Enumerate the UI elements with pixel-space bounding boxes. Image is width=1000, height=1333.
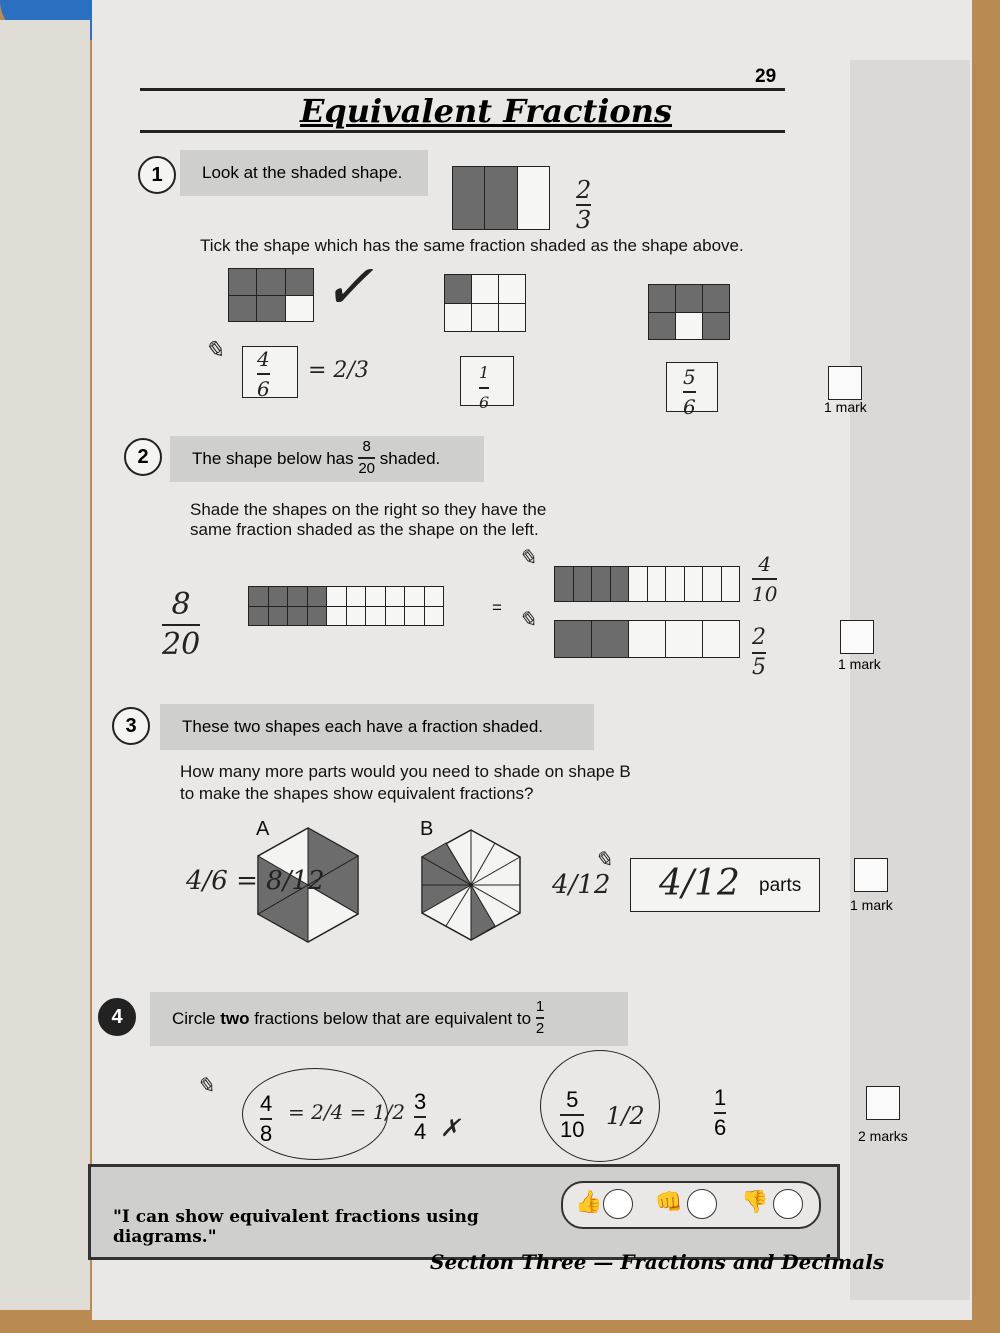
answer-box[interactable] xyxy=(630,858,820,912)
reference-strip xyxy=(248,586,444,626)
shading-strip[interactable] xyxy=(554,620,740,658)
question-prompt xyxy=(150,992,628,1046)
prompt-text: shaded. xyxy=(379,449,441,468)
question-prompt: These two shapes each have a fraction shaded. xyxy=(160,704,594,750)
rating-circle[interactable] xyxy=(773,1189,803,1219)
handwritten-working: 1/2 xyxy=(606,1102,645,1130)
shading-strip[interactable] xyxy=(554,566,740,602)
fraction-option[interactable]: 4 8 xyxy=(260,1091,273,1146)
prompt-text: The shape below has xyxy=(192,449,354,468)
prompt-text: Circle xyxy=(172,1009,216,1028)
prompt-fraction: $\frac{1}{2}$ xyxy=(535,997,545,1037)
reference-shape xyxy=(452,166,550,230)
question-prompt xyxy=(170,436,484,482)
equals-sign: = xyxy=(492,598,502,617)
question-prompt: Look at the shaded shape. xyxy=(180,150,428,196)
pencil-icon: ✎ xyxy=(594,848,613,873)
answer-box[interactable]: 1 6 xyxy=(460,356,514,406)
question-number: 3 xyxy=(112,707,150,745)
mark-box[interactable] xyxy=(854,858,888,892)
mark-box[interactable] xyxy=(828,366,862,400)
option-shape[interactable] xyxy=(444,274,526,332)
mark-box[interactable] xyxy=(866,1086,900,1120)
mark-label: 1 mark xyxy=(838,656,881,672)
mark-label: 1 mark xyxy=(824,399,867,415)
handwritten-fraction: 2 5 xyxy=(752,625,766,680)
header-rule xyxy=(140,88,785,91)
cross-mark: ✗ xyxy=(440,1114,461,1142)
page-title: Equivalent Fractions xyxy=(300,92,673,130)
tick-mark: ✓ xyxy=(322,250,374,323)
pencil-icon: ✎ xyxy=(518,546,537,571)
fraction-option[interactable]: 3 4 xyxy=(414,1089,427,1144)
pencil-icon: ✎ xyxy=(204,336,225,364)
handwritten-fraction: 2 3 xyxy=(576,176,592,234)
handwritten-working: = 2/3 xyxy=(308,358,369,383)
rating-bar xyxy=(561,1181,821,1229)
option-shape[interactable] xyxy=(648,284,730,340)
question-instruction: How many more parts would you need to shade on shape B xyxy=(180,762,631,781)
rating-circle[interactable] xyxy=(603,1189,633,1219)
thumbs-down-icon: 👎 xyxy=(741,1189,769,1214)
self-assessment-statement: "I can show equivalent fractions using diagrams." xyxy=(113,1207,479,1247)
fraction-option[interactable]: 5 10 xyxy=(560,1087,585,1142)
self-assessment-box xyxy=(88,1164,840,1260)
shape-label: B xyxy=(420,818,434,840)
question-number: 2 xyxy=(124,438,162,476)
handwritten-working: 4/12 xyxy=(552,870,611,900)
question-instruction: Shade the shapes on the right so they have the xyxy=(190,500,547,519)
page-number: 29 xyxy=(755,66,777,87)
mark-box[interactable] xyxy=(840,620,874,654)
handwritten-fraction: 4 10 xyxy=(752,552,778,606)
answer-unit: parts xyxy=(759,875,802,896)
shape-label: A xyxy=(256,818,270,840)
question-instruction: Tick the shape which has the same fraction shaded as the shape above. xyxy=(200,236,744,255)
question-number: 1 xyxy=(138,156,176,194)
answer-box[interactable]: 4 6 xyxy=(242,346,298,398)
question-instruction: same fraction shaded as the shape on the left. xyxy=(190,520,539,539)
option-shape[interactable] xyxy=(228,268,314,322)
question-instruction: to make the shapes show equivalent fractions? xyxy=(180,784,534,803)
prompt-fraction: $\frac{8}{20}$ xyxy=(358,437,376,477)
hexagon-b xyxy=(420,828,522,942)
left-page xyxy=(0,20,90,1310)
handwritten-fraction: 8 20 xyxy=(162,587,201,662)
handwritten-working: 4/6 = 8/12 xyxy=(186,866,325,896)
handwritten-working: = 2/4 = 1/2 xyxy=(288,1100,405,1124)
mark-label: 2 marks xyxy=(858,1128,908,1144)
fraction-option[interactable]: 1 6 xyxy=(714,1085,727,1140)
prompt-text: fractions below that are equivalent to xyxy=(254,1009,532,1028)
handwritten-answer: 4/12 xyxy=(659,863,740,904)
answer-box[interactable]: 5 6 xyxy=(666,362,718,412)
mark-label: 1 mark xyxy=(850,897,893,913)
thumbs-sideways-icon: 👊 xyxy=(655,1189,683,1214)
rating-circle[interactable] xyxy=(687,1189,717,1219)
pencil-icon: ✎ xyxy=(518,608,537,633)
pencil-icon: ✎ xyxy=(196,1074,215,1099)
thumbs-up-icon: 👍 xyxy=(575,1189,603,1214)
question-number: 4 xyxy=(98,998,136,1036)
section-footer: Section Three — Fractions and Decimals xyxy=(430,1250,885,1274)
header-rule xyxy=(140,130,785,133)
prompt-bold: two xyxy=(220,1009,250,1028)
